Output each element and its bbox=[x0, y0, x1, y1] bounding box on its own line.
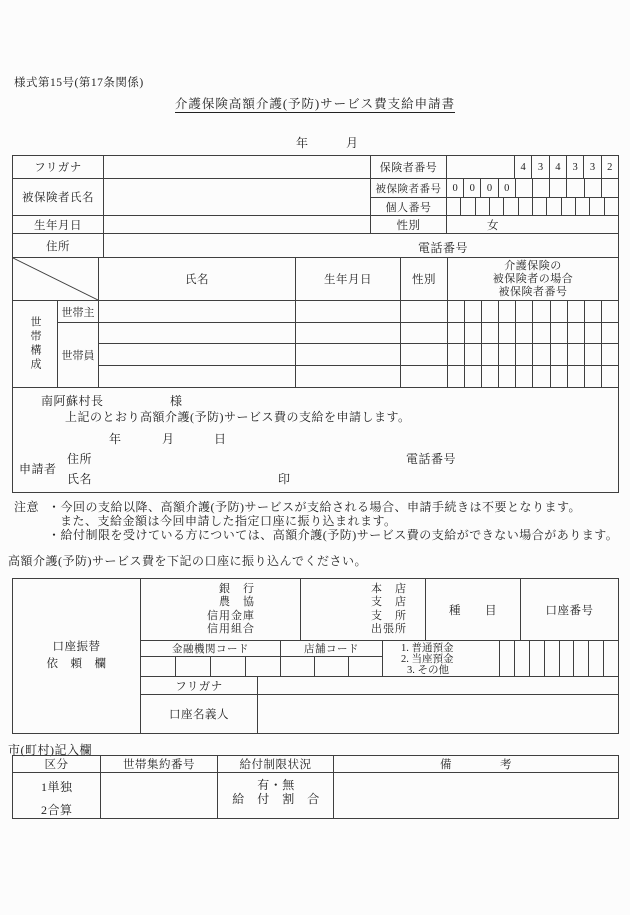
personal-no-box[interactable] bbox=[519, 198, 533, 215]
application-date-day[interactable]: 日 bbox=[214, 432, 227, 446]
household-insno-box[interactable] bbox=[448, 366, 465, 387]
insured-number-label: 被保険者番号 bbox=[371, 179, 447, 198]
bank-type-option-shinkumi[interactable]: 信用組合 bbox=[207, 623, 255, 635]
insured-name-input[interactable] bbox=[104, 179, 371, 216]
personal-no-box[interactable] bbox=[547, 198, 561, 215]
household-row1-insno-boxes[interactable] bbox=[448, 301, 619, 323]
household-row1-name-input[interactable] bbox=[99, 301, 296, 323]
household-insno-box[interactable] bbox=[585, 323, 602, 343]
municipal-shuyaku-input[interactable] bbox=[101, 773, 218, 819]
household-insurance-header-line2: 被保険者の場合 bbox=[492, 272, 574, 285]
household-insno-box[interactable] bbox=[465, 323, 482, 343]
personal-no-box[interactable] bbox=[576, 198, 590, 215]
household-insno-box[interactable] bbox=[568, 301, 585, 322]
account-no-box[interactable] bbox=[589, 641, 604, 676]
insured-no-box[interactable] bbox=[533, 179, 550, 197]
household-insno-box[interactable] bbox=[602, 366, 618, 387]
household-diagonal-cell bbox=[13, 258, 99, 301]
household-insno-box[interactable] bbox=[533, 323, 550, 343]
branch-type-option-shisho[interactable]: 支 所 bbox=[371, 609, 407, 622]
applicant-phone-label: 電話番号 bbox=[406, 452, 457, 466]
account-number-boxes[interactable] bbox=[500, 641, 619, 677]
account-no-box[interactable] bbox=[604, 641, 618, 676]
mayor-name: 南阿蘇村長 bbox=[41, 394, 104, 408]
account-kind-header: 種 目 bbox=[426, 579, 521, 641]
household-insno-box[interactable] bbox=[585, 301, 602, 322]
account-no-box[interactable] bbox=[530, 641, 545, 676]
bank-code-label: 金融機関コード bbox=[141, 641, 281, 657]
household-row3-sex-input[interactable] bbox=[401, 344, 448, 366]
insurer-no-box[interactable]: 3 bbox=[532, 156, 549, 178]
personal-no-box[interactable] bbox=[590, 198, 604, 215]
birthdate-label: 生年月日 bbox=[13, 216, 104, 234]
household-insno-box[interactable] bbox=[516, 344, 533, 365]
insured-number-boxes[interactable] bbox=[447, 179, 619, 198]
household-row2-sex-input[interactable] bbox=[401, 323, 448, 344]
notes-line2: また、支給金額は今回申請した指定口座に振り込まれます。 bbox=[60, 514, 397, 528]
household-insno-box[interactable] bbox=[482, 344, 499, 365]
household-insno-box[interactable] bbox=[465, 344, 482, 365]
account-holder-label: 口座名義人 bbox=[141, 695, 258, 734]
municipal-table bbox=[12, 755, 619, 819]
address-input[interactable] bbox=[104, 234, 619, 258]
household-row1-sex-input[interactable] bbox=[401, 301, 448, 323]
household-insno-box[interactable] bbox=[602, 323, 618, 343]
applicant-name-label: 氏名 bbox=[67, 472, 93, 486]
household-insno-box[interactable] bbox=[602, 344, 618, 365]
account-no-box[interactable] bbox=[574, 641, 589, 676]
branch-type-option-honten[interactable]: 本 店 bbox=[371, 582, 407, 595]
phone-label: 電話番号 bbox=[418, 241, 469, 255]
household-insno-box[interactable] bbox=[585, 366, 602, 387]
household-row4-name-input[interactable] bbox=[99, 366, 296, 388]
insurer-no-box[interactable]: 4 bbox=[515, 156, 532, 178]
household-sex-header: 性別 bbox=[401, 258, 448, 301]
household-insno-box[interactable] bbox=[482, 301, 499, 322]
header-date-line[interactable]: 年 月 bbox=[296, 136, 359, 150]
household-name-header: 氏名 bbox=[99, 258, 296, 301]
household-insno-box[interactable] bbox=[602, 301, 618, 322]
household-group-label: 世帯構成 bbox=[13, 301, 58, 388]
insured-no-box[interactable] bbox=[550, 179, 567, 197]
bank-type-cell[interactable] bbox=[141, 579, 301, 641]
account-kind-options-cell[interactable] bbox=[383, 641, 500, 677]
account-kind-option-sonota[interactable]: 3. その他 bbox=[407, 665, 449, 676]
personal-no-box[interactable] bbox=[447, 198, 461, 215]
household-insno-box[interactable] bbox=[568, 323, 585, 343]
household-insno-box[interactable] bbox=[585, 344, 602, 365]
insurer-number-label: 保険者番号 bbox=[371, 156, 447, 179]
municipal-seigen-cell[interactable] bbox=[218, 773, 334, 819]
bank-transfer-table bbox=[12, 578, 619, 734]
bank-code-box[interactable] bbox=[141, 657, 176, 676]
household-insno-box[interactable] bbox=[482, 366, 499, 387]
applicant-table bbox=[12, 155, 619, 493]
household-insno-box[interactable] bbox=[482, 323, 499, 343]
insured-no-box[interactable] bbox=[516, 179, 533, 197]
account-holder-input[interactable] bbox=[258, 695, 619, 734]
furigana-input[interactable] bbox=[104, 156, 371, 179]
insurer-number-blank[interactable] bbox=[447, 156, 515, 179]
municipal-header-shuyaku: 世帯集約番号 bbox=[101, 756, 218, 773]
kubun-option-tandoku[interactable]: 1単独 bbox=[41, 780, 73, 794]
household-insno-box[interactable] bbox=[499, 344, 516, 365]
furigana-label: フリガナ bbox=[13, 156, 104, 179]
transfer-request-label bbox=[13, 579, 141, 734]
municipal-header-biko: 備 考 bbox=[334, 756, 619, 773]
transfer-request-label-line2: 依 頼 欄 bbox=[46, 658, 107, 670]
account-furigana-input[interactable] bbox=[258, 677, 619, 695]
insurer-no-box[interactable]: 3 bbox=[567, 156, 584, 178]
branch-type-option-shutchojo[interactable]: 出張所 bbox=[371, 623, 407, 635]
kubun-option-gassan[interactable]: 2合算 bbox=[41, 803, 73, 817]
insured-no-box[interactable]: 0 bbox=[447, 179, 464, 197]
form-title: 介護保険高額介護(予防)サービス費支給申請書 bbox=[174, 97, 456, 111]
form-code: 様式第15号(第17条関係) bbox=[14, 77, 144, 89]
bank-type-option-nokyo[interactable]: 農 協 bbox=[219, 596, 255, 608]
notes-label: 注意 bbox=[14, 500, 40, 514]
household-insno-box[interactable] bbox=[551, 344, 568, 365]
account-no-box[interactable] bbox=[545, 641, 560, 676]
municipal-header-seigen: 給付制限状況 bbox=[218, 756, 334, 773]
municipal-biko-input[interactable] bbox=[334, 773, 619, 819]
sex-value[interactable]: 女 bbox=[447, 216, 619, 234]
household-insurance-header-line3: 被保険者番号 bbox=[498, 285, 568, 298]
birthdate-input[interactable] bbox=[104, 216, 371, 234]
household-row2-insno-boxes[interactable] bbox=[448, 323, 619, 344]
household-insno-box[interactable] bbox=[551, 323, 568, 343]
account-no-box[interactable] bbox=[500, 641, 515, 676]
insurer-no-box[interactable]: 2 bbox=[607, 161, 613, 173]
household-insno-box[interactable] bbox=[448, 301, 465, 322]
household-row2-name-input[interactable] bbox=[99, 323, 296, 344]
account-no-box[interactable] bbox=[560, 641, 575, 676]
household-row1-birth-input[interactable] bbox=[296, 301, 401, 323]
transfer-instruction: 高額介護(予防)サービス費を下記の口座に振り込んでください。 bbox=[8, 554, 367, 568]
transfer-request-label-line1: 口座振替 bbox=[52, 641, 101, 653]
address-label: 住所 bbox=[13, 234, 104, 258]
branch-type-cell[interactable] bbox=[301, 579, 426, 641]
insurer-no-box[interactable]: 3 bbox=[584, 156, 601, 178]
municipal-section-label: 市(町村)記入欄 bbox=[8, 743, 92, 757]
household-row3-insno-boxes[interactable] bbox=[448, 344, 619, 366]
household-insno-box[interactable] bbox=[448, 344, 465, 365]
personal-no-box[interactable] bbox=[504, 198, 518, 215]
household-row4-sex-input[interactable] bbox=[401, 366, 448, 388]
branch-code-label: 店舗コード bbox=[281, 641, 383, 657]
household-row3-birth-input[interactable] bbox=[296, 344, 401, 366]
insured-no-box[interactable] bbox=[602, 179, 618, 197]
applicant-address-label: 住所 bbox=[67, 452, 93, 466]
household-row4-birth-input[interactable] bbox=[296, 366, 401, 388]
household-insno-box[interactable] bbox=[551, 366, 568, 387]
household-insno-box[interactable] bbox=[533, 301, 550, 322]
household-insno-box[interactable] bbox=[516, 323, 533, 343]
notes-line1: ・今回の支給以降、高額介護(予防)サービスが支給される場合、申請手続きは不要となります。 bbox=[48, 500, 582, 514]
bank-code-boxes[interactable] bbox=[141, 657, 281, 677]
sex-label: 性別 bbox=[371, 216, 447, 234]
insured-no-box[interactable] bbox=[567, 179, 584, 197]
restriction-ratio-label: 給 付 割 合 bbox=[232, 792, 320, 806]
household-insno-box[interactable] bbox=[516, 366, 533, 387]
applicant-label: 申請者 bbox=[19, 462, 57, 476]
insured-no-box[interactable]: 0 bbox=[499, 179, 516, 197]
branch-type-option-shiten[interactable]: 支 店 bbox=[371, 596, 407, 608]
household-row3-name-input[interactable] bbox=[99, 344, 296, 366]
municipal-kubun-cell[interactable] bbox=[13, 773, 101, 819]
bank-type-option-bank[interactable]: 銀 行 bbox=[219, 582, 255, 595]
insurer-no-box[interactable]: 4 bbox=[550, 156, 567, 178]
household-insno-box[interactable] bbox=[499, 301, 516, 322]
account-furigana-label: フリガナ bbox=[141, 677, 258, 695]
personal-no-box[interactable] bbox=[605, 198, 618, 215]
personal-number-boxes[interactable] bbox=[447, 198, 619, 216]
insured-name-label: 被保険者氏名 bbox=[13, 179, 104, 216]
household-row2-birth-input[interactable] bbox=[296, 323, 401, 344]
insured-no-box[interactable]: 0 bbox=[464, 179, 481, 197]
account-no-box[interactable] bbox=[515, 641, 530, 676]
diagonal-line-icon bbox=[13, 258, 98, 300]
bank-code-box[interactable] bbox=[246, 657, 280, 676]
restriction-yes-no[interactable]: 有・無 bbox=[257, 778, 295, 792]
personal-no-box[interactable] bbox=[562, 198, 576, 215]
notes-line3: ・給付制限を受けている方については、高額介護(予防)サービス費の支給ができない場合があります。 bbox=[48, 528, 619, 542]
household-insno-box[interactable] bbox=[499, 323, 516, 343]
household-insno-box[interactable] bbox=[516, 301, 533, 322]
personal-no-box[interactable] bbox=[533, 198, 547, 215]
personal-number-label: 個人番号 bbox=[371, 198, 447, 216]
household-insno-box[interactable] bbox=[533, 366, 550, 387]
personal-no-box[interactable] bbox=[476, 198, 490, 215]
seal-label: 印 bbox=[278, 472, 291, 486]
household-insno-box[interactable] bbox=[448, 323, 465, 343]
personal-no-box[interactable] bbox=[461, 198, 475, 215]
branch-code-box[interactable] bbox=[315, 657, 349, 676]
bank-type-option-shinkin[interactable]: 信用金庫 bbox=[207, 609, 255, 622]
branch-code-boxes[interactable] bbox=[281, 657, 383, 677]
household-insno-box[interactable] bbox=[465, 366, 482, 387]
insurer-number-boxes[interactable] bbox=[515, 156, 619, 179]
application-statement: 上記のとおり高額介護(予防)サービス費の支給を申請します。 bbox=[65, 410, 411, 424]
application-date-month[interactable]: 月 bbox=[162, 432, 175, 446]
household-member-label: 世帯員 bbox=[58, 323, 99, 388]
personal-no-box[interactable] bbox=[490, 198, 504, 215]
municipal-header-kubun: 区分 bbox=[13, 756, 101, 773]
household-head-label: 世帯主 bbox=[58, 301, 99, 323]
application-statement-cell bbox=[13, 388, 619, 493]
household-insno-box[interactable] bbox=[499, 366, 516, 387]
account-kind-option-futsu[interactable]: 1. 普通預金 bbox=[401, 643, 454, 654]
household-insno-box[interactable] bbox=[551, 301, 568, 322]
household-insurance-header-line1: 介護保険の bbox=[504, 259, 562, 272]
branch-code-box[interactable] bbox=[349, 657, 382, 676]
household-insno-box[interactable] bbox=[568, 366, 585, 387]
bank-code-box[interactable] bbox=[176, 657, 211, 676]
application-date-year[interactable]: 年 bbox=[109, 432, 122, 446]
branch-code-box[interactable] bbox=[281, 657, 315, 676]
insured-no-box[interactable] bbox=[585, 179, 602, 197]
household-row4-insno-boxes[interactable] bbox=[448, 366, 619, 388]
household-insno-box[interactable] bbox=[568, 344, 585, 365]
household-insurance-header bbox=[448, 258, 619, 301]
account-kind-option-toza[interactable]: 2. 当座預金 bbox=[401, 654, 454, 665]
bank-code-box[interactable] bbox=[211, 657, 246, 676]
mayor-honorific: 様 bbox=[170, 394, 183, 408]
form-title-wrap bbox=[0, 94, 630, 113]
household-insno-box[interactable] bbox=[533, 344, 550, 365]
household-insno-box[interactable] bbox=[465, 301, 482, 322]
household-birth-header: 生年月日 bbox=[296, 258, 401, 301]
account-number-header: 口座番号 bbox=[521, 579, 619, 641]
insured-no-box[interactable]: 0 bbox=[481, 179, 498, 197]
